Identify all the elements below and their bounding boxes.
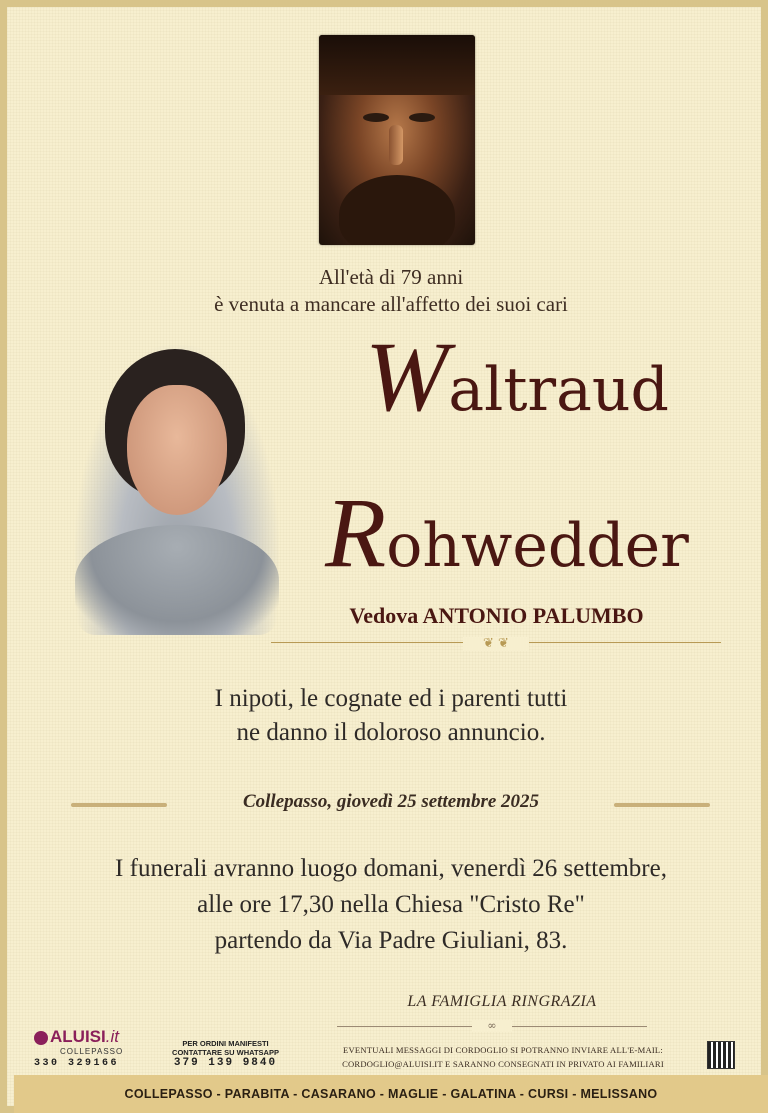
whatsapp-line-2: CONTATTARE SU WHATSAPP — [172, 1048, 279, 1057]
last-name — [302, 477, 712, 588]
agency-phone: 330 329166 — [34, 1058, 120, 1069]
last-name-rest: ohwedder — [386, 511, 689, 581]
first-name — [307, 321, 727, 432]
thanks-ornament-icon: ∞ — [472, 1020, 512, 1032]
painting-beard — [339, 175, 455, 245]
painting-hair — [319, 35, 475, 95]
thanks-divider — [337, 1021, 647, 1033]
portrait-sweater — [75, 525, 279, 635]
whatsapp-line-1: PER ORDINI MANIFESTI — [182, 1039, 269, 1048]
intro-passing: è venuta a mancare all'affetto dei suoi cari — [214, 292, 568, 316]
intro-age: All'età di 79 anni — [318, 265, 464, 289]
agency-town: COLLEPASSO — [60, 1047, 124, 1056]
whatsapp-contact — [163, 1039, 288, 1069]
condolence-note — [307, 1043, 699, 1071]
ornament-divider — [271, 637, 721, 651]
dateline-bar-right — [614, 803, 710, 807]
whatsapp-number: 379 139 9840 — [173, 1057, 278, 1069]
first-name-rest: altraud — [448, 355, 669, 425]
agency-logo — [34, 1027, 144, 1069]
ornament-icon: ❦ ❦ — [463, 637, 529, 651]
agency-brand-suffix: .it — [105, 1027, 119, 1046]
condolence-note-line-1: EVENTUALI MESSAGGI DI CORDOGLIO SI POTRANNO INVIARE ALL'E-MAIL: — [343, 1045, 663, 1055]
condolence-note-line-2: CORDOGLIO@ALUISI.IT E SARANNO CONSEGNATI IN PRIVATO AI FAMILIARI — [342, 1059, 664, 1069]
funeral-line-2: alle ore 17,30 nella Chiesa "Cristo Re" — [197, 891, 585, 918]
family-thanks: LA FAMIGLIA RINGRAZIA — [407, 993, 597, 1010]
portrait-photo — [75, 345, 279, 635]
widow-of: Vedova ANTONIO PALUMBO — [349, 603, 644, 628]
last-name-initial: R — [325, 477, 387, 588]
agency-brand-name: ALUISI — [50, 1027, 106, 1046]
agency-brand — [34, 1027, 144, 1047]
dateline: Collepasso, giovedì 25 settembre 2025 — [242, 791, 540, 812]
portrait-face — [127, 385, 227, 515]
painting-nose — [389, 125, 403, 165]
painting-eye-right — [409, 113, 435, 122]
funeral-line-1: I funerali avranno luogo domani, venerdì 26 settembre, — [115, 855, 667, 882]
announcement-line-2: ne danno il doloroso annuncio. — [236, 719, 546, 746]
announcement-line-1: I nipoti, le cognate ed i parenti tutti — [214, 685, 568, 712]
locations-footer: COLLEPASSO - PARABITA - CASARANO - MAGLIE - GALATINA - CURSI - MELISSANO — [14, 1075, 768, 1113]
painting-eye-left — [363, 113, 389, 122]
funeral-line-3: partendo da Via Padre Giuliani, 83. — [214, 927, 568, 954]
aluisi-logo-icon — [34, 1031, 48, 1045]
christ-painting — [319, 35, 475, 245]
qr-code — [707, 1041, 735, 1069]
first-name-initial: W — [365, 321, 449, 432]
